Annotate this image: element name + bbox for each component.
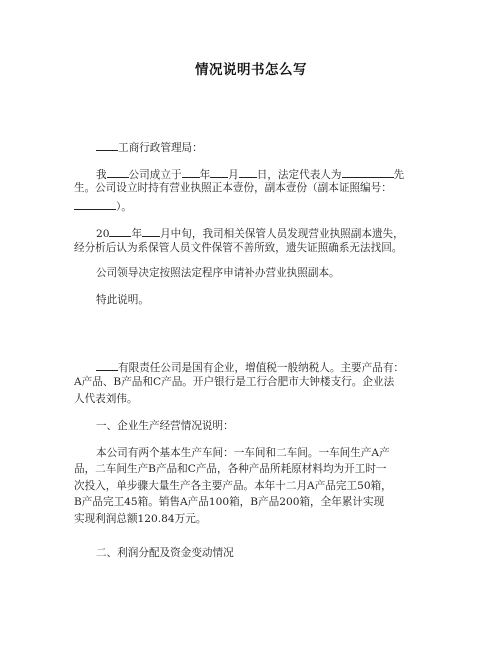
operations-line-5: 实现利润总额120.84万元。: [74, 513, 207, 525]
operations-line-4: B产品完工45箱。销售A产品100箱，B产品200箱，全年累计实现: [74, 496, 385, 508]
company-intro-line-3: 人代表刘伟。: [74, 393, 138, 405]
blank-field: [109, 225, 131, 237]
operations-line-1: 本公司有两个基本生产车间：一车间和二车间。一车间生产A产: [96, 447, 390, 459]
text-segment: 年: [199, 169, 211, 181]
section-heading-2: 二、利润分配及资金变动情况: [96, 547, 234, 559]
paragraph-1-line-1: [96, 166, 404, 182]
addressee-line: [96, 139, 203, 155]
text-segment: 20: [96, 228, 110, 240]
paragraph-2-line-1: [96, 225, 404, 241]
paragraph-1-line-2: 生。公司设立时持有营业执照正本壹份，副本壹份（副本证照编号：: [74, 182, 392, 194]
section-heading-1: 一、企业生产经营情况说明：: [96, 420, 234, 432]
text-segment: 有限责任公司是国有企业，增值税一般纳税人。主要产品有：: [118, 362, 405, 374]
text-segment: 年: [131, 228, 143, 240]
blank-field: [96, 359, 118, 371]
text-segment: 月中旬，我司相关保管人员发现营业执照副本遗失，: [160, 228, 404, 240]
text-segment: 月: [228, 169, 239, 181]
operations-line-2: 品，二车间生产B产品和C产品，各种产品所耗原材料均为开工时一: [74, 463, 387, 475]
blank-field: [182, 166, 200, 178]
operations-line-3: 次投入，单步骤大量生产各主要产品。本年十二月A产品完工50箱，: [74, 480, 392, 492]
blank-field: [142, 225, 160, 237]
text-segment: 日，法定代表人为: [256, 169, 342, 181]
company-intro-line-2: A产品、B产品和C产品。开户银行是工行合肥市大钟楼支行。企业法: [74, 376, 395, 388]
text-segment: 我: [96, 169, 107, 181]
blank-field: [210, 166, 228, 178]
paragraph-2-line-2: 经分析后认为系保管人员文件保管不善所致，遗失证照确系无法找回。: [74, 242, 403, 254]
blank-field: [107, 166, 129, 178]
blank-field: [96, 139, 118, 151]
text-segment: ）。: [116, 201, 132, 213]
company-intro-line-1: [96, 359, 404, 375]
blank-field: [239, 166, 257, 178]
blank-field: [74, 198, 116, 210]
paragraph-3: 公司领导决定按照法定程序申请补办营业执照副本。: [96, 267, 340, 279]
paragraph-1-line-3: [74, 198, 132, 214]
closing-line: 特此说明。: [96, 294, 149, 306]
text-segment: 公司成立于: [128, 169, 182, 181]
text-segment: 先: [393, 169, 405, 181]
blank-field: [342, 166, 394, 178]
document-title: 情况说明书怎么写: [195, 62, 307, 78]
addressee-text: 工商行政管理局：: [118, 142, 203, 154]
